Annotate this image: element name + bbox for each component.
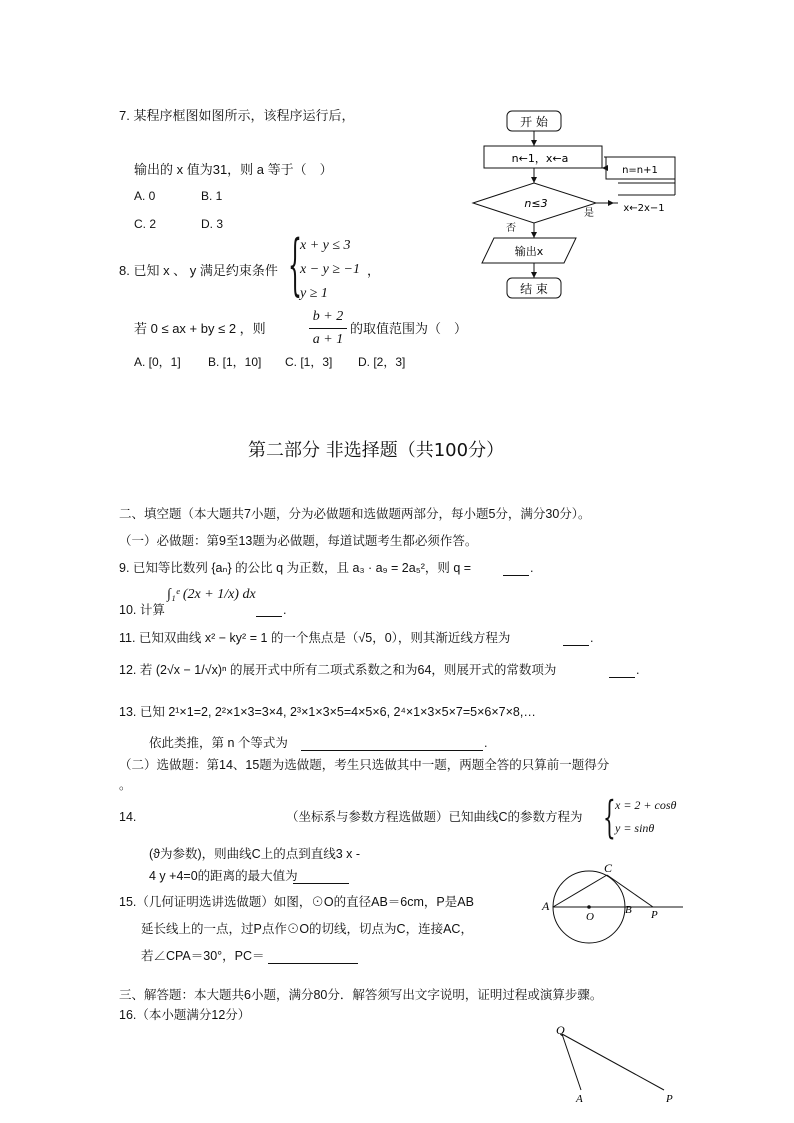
q8-option-b: B. [1，10] (208, 355, 262, 369)
flowchart-output-label: 输出x (514, 245, 544, 258)
q14-text: （坐标系与参数方程选做题）已知曲线C的参数方程为 (286, 810, 583, 824)
q15-text: 15.（几何证明选讲选做题）如图，⊙O的直径AB＝6cm，P是AB (119, 895, 474, 909)
q13-answer-blank (301, 738, 483, 751)
label-point-o: O (586, 911, 594, 923)
label-point-q: Q (556, 1023, 565, 1037)
q11-text: 11. 已知双曲线 x² − ky² = 1 的一个焦点是（√5，0），则其渐近线方程为 (119, 631, 511, 645)
section2-sub1: （一）必做题：第9至13题为必做题，每道试题考生都必须作答。 (119, 534, 478, 548)
q8-line2a: 若 0 ≤ ax + by ≤ 2 ，则 (134, 321, 266, 336)
flowchart-init-label: n←1，x←a (511, 152, 569, 165)
q14-system-brace: { (603, 790, 616, 844)
section2-sub2: （二）选做题：第14、15题为选做题，考生只选做其中一题，两题全答的只算前一题得分 (119, 758, 610, 772)
q7-option-b: B. 1 (201, 189, 223, 203)
label-point-p-lower: P (666, 1093, 673, 1105)
label-point-p: P (651, 909, 658, 921)
triangle-figure (548, 1022, 682, 1108)
q8-system-brace: { (288, 230, 302, 305)
part2-title: 第二部分 非选择题（共100分） (248, 440, 505, 461)
q14-eq-x: x = 2 + cosθ (615, 798, 677, 812)
q8-frac-num: b + 2 (312, 309, 344, 324)
flowchart-no-label: 否 (506, 223, 516, 234)
q12-period: . (636, 663, 640, 677)
q14-number: 14. (119, 810, 137, 824)
q15-line2: 延长线上的一点，过P点作⊙O的切线，切点为C，连接AC， (141, 922, 473, 936)
q14-eq-y: y = sinθ (615, 821, 655, 835)
q13-text: 13. 已知 2¹×1=2, 2²×1×3=3×4, 2³×1×3×5=4×5×6, 2⁴×1×3×5×7=5×6×7×8,… (119, 705, 536, 719)
flowchart (466, 105, 680, 305)
q9-answer-blank (503, 563, 529, 576)
circle-tangent-figure (538, 858, 684, 944)
flowchart-step1-label: n=n+1 (622, 165, 658, 176)
flowchart-step2-label: x←2x−1 (623, 203, 665, 214)
q12-text: 12. 若 (2√x − 1/√x)ⁿ 的展开式中所有二项式系数之和为64，则展开式的常数项为 (119, 663, 557, 677)
q7-line2: 输出的 x 值为31，则 a 等于（ ） (134, 162, 333, 177)
q11-period: . (590, 631, 594, 645)
flowchart-end-label: 结 束 (520, 282, 548, 296)
q10-text: 10. 计算 (119, 603, 165, 617)
label-point-b: B (625, 904, 632, 916)
q8-comma: ， (367, 263, 381, 278)
q8-constraint-2: x − y ≥ −1 (300, 262, 361, 277)
q14-line3: 4 y +4=0的距离的最大值为 (149, 869, 298, 883)
q8-option-c: C. [1，3] (285, 355, 333, 369)
q13-period: . (484, 736, 488, 750)
flowchart-start-label: 开 始 (520, 115, 548, 129)
q12-answer-blank (609, 665, 635, 678)
flowchart-yes-label: 是 (584, 208, 594, 219)
q11-answer-blank (563, 633, 589, 646)
q8-stem: 8. 已知 x 、 y 满足约束条件 (119, 263, 278, 278)
q8-frac-bar (309, 328, 347, 329)
section2-sub2-end: 。 (119, 778, 132, 792)
label-point-a-lower: A (576, 1093, 583, 1105)
label-point-c: C (604, 861, 613, 875)
q10-period: . (283, 603, 287, 617)
section3-heading: 三、解答题：本大题共6小题，满分80分．解答须写出文字说明，证明过程或演算步骤。 (119, 988, 603, 1002)
q7-option-c: C. 2 (134, 217, 157, 231)
q7-option-d: D. 3 (201, 217, 224, 231)
q14-line2: (ϑ为参数)，则曲线C上的点到直线3 x - (149, 847, 360, 861)
q7-option-a: A. 0 (134, 189, 156, 203)
q8-option-a: A. [0，1] (134, 355, 181, 369)
q8-constraint-1: x + y ≤ 3 (300, 238, 351, 253)
q10-answer-blank (256, 604, 282, 617)
q8-line2b: 的取值范围为（ ） (350, 321, 468, 336)
flowchart-condition-label: n≤3 (524, 197, 548, 210)
label-point-a: A (542, 899, 550, 913)
q15-line3: 若∠CPA＝30°，PC＝ (141, 949, 265, 963)
section2-heading: 二、填空题（本大题共7小题，分为必做题和选做题两部分，每小题5分，满分30分）。 (119, 507, 591, 521)
q8-constraint-3: y ≥ 1 (300, 286, 328, 301)
q8-option-d: D. [2，3] (358, 355, 406, 369)
q15-answer-blank (268, 951, 358, 964)
q16-header: 16.（本小题满分12分） (119, 1008, 251, 1022)
q13-line2: 依此类推，第 n 个等式为 (149, 736, 288, 750)
q7-stem: 7. 某程序框图如图所示，该程序运行后， (119, 108, 355, 123)
q9-text: 9. 已知等比数列 {aₙ} 的公比 q 为正数，且 a₃ · a₉ = 2a₅²，则 q = (119, 561, 472, 575)
q8-frac-den: a + 1 (312, 332, 344, 347)
q10-integral: ∫₁ᵉ (2x + 1/x) dx (167, 587, 256, 602)
q14-answer-blank (293, 871, 349, 884)
q9-period: . (530, 561, 534, 575)
